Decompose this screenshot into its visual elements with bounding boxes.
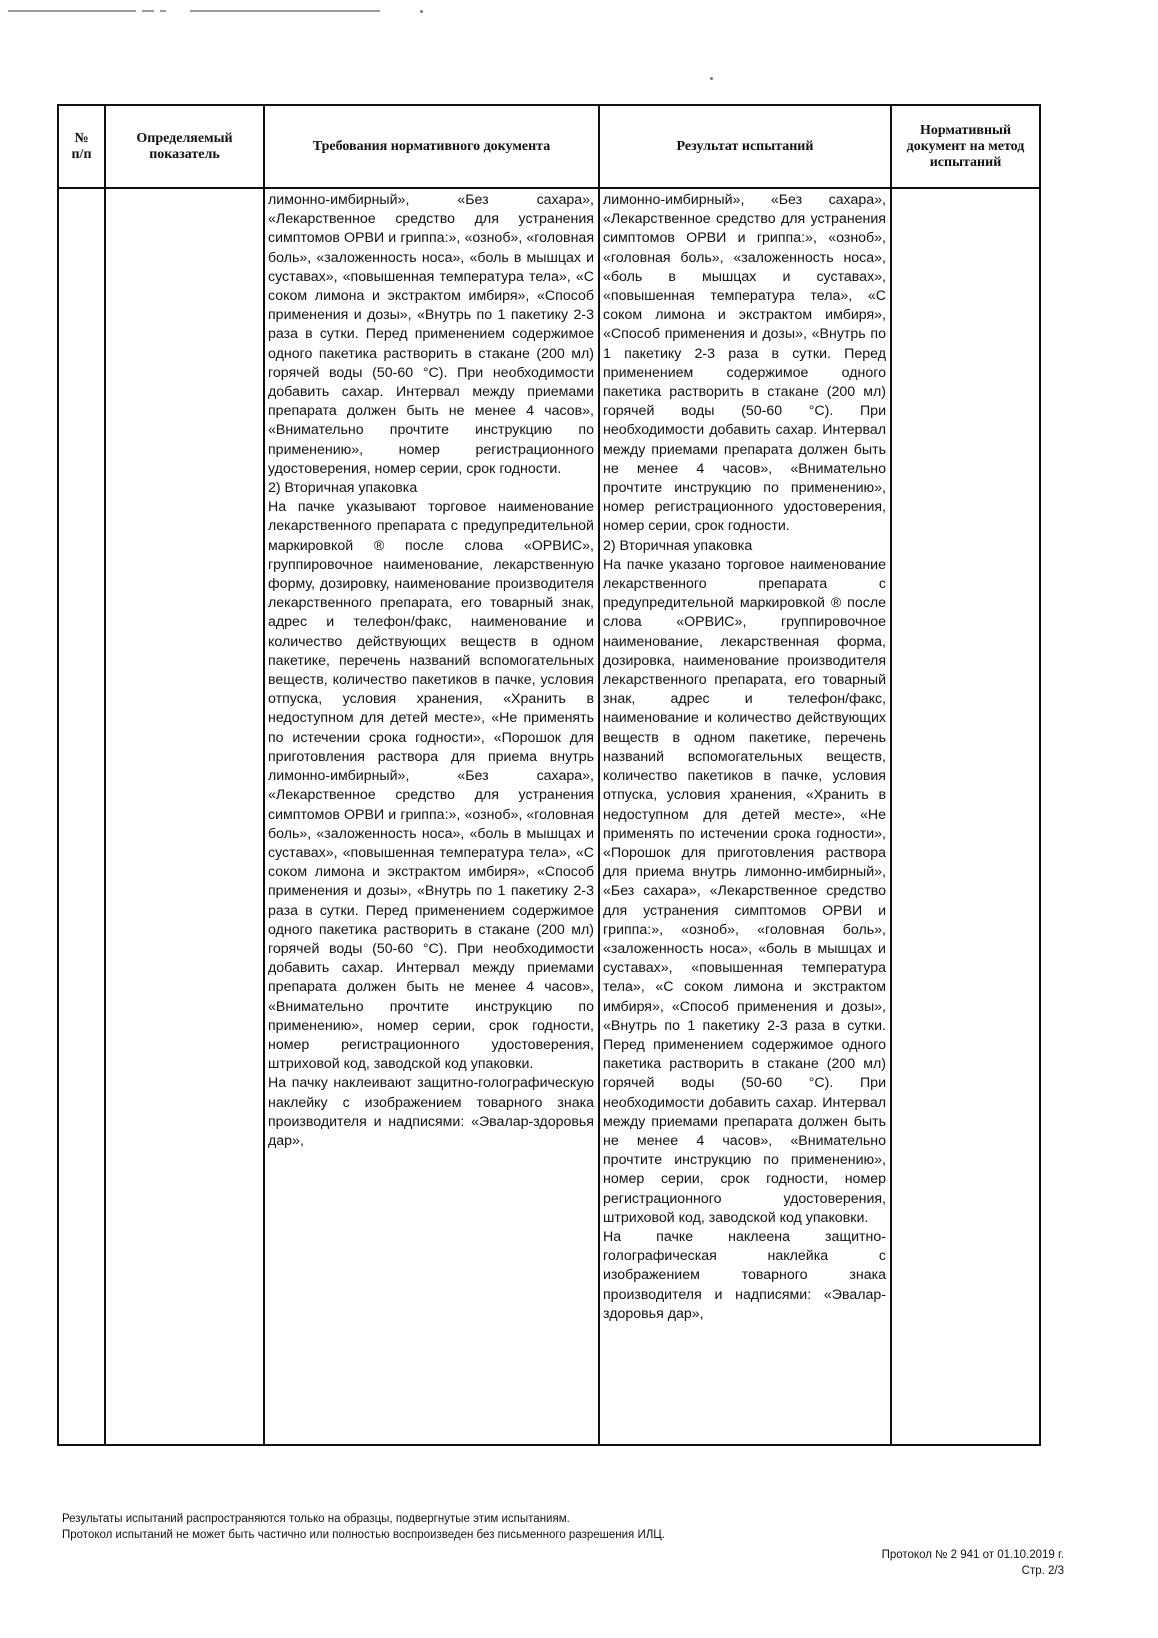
footer-note-1: Результаты испытаний распространяются только на образцы, подвергнутые этим испытаниям. — [62, 1513, 570, 1525]
cell-method-document — [891, 188, 1040, 1445]
result-text: лимонно-имбирный», «Без сахара», «Лекарственное средство для устранения симптомов ОРВИ и гриппа:», «озноб», «головная боль», «заложенность носа», «боль в мышцах и суставах», «повышенная температура тела», «С соком лимона и экстрактом имбиря», «Способ применения и дозы», «Внутрь по 1 пакетику 2-3 раза в сутки. Перед применением содержимое одного пакетика растворить в стакане (200 мл) горячей воды (50-60 °С). При необходимости добавить сахар. Интервал между приемами препарата должен быть не менее 4 часов», «Внимательно прочтите инструкцию по применению», номер регистрационного удостоверения, номер серии, срок годности. 2) Вторичная упаковка На пачке указано торговое наименование лекарственного препарата с предупредительной маркировкой ® после слова «ОРВИС», группировочное наименование, лекарственная форма, дозировка, наименование производителя лекарственного препарата, его товарный знак, адрес и телефон/факс, наименование и количество действующих веществ в одном пакетике, перечень названий вспомогательных веществ, количество пакетиков в пачке, условия отпуска, условия хранения, «Хранить в недоступном для детей месте», «Не применять по истечении срока годности», «Порошок для приготовления раствора для приема внутрь лимонно-имбирный», «Без сахара», «Лекарственное средство для устранения симптомов ОРВИ и гриппа:», «озноб», «головная боль», «заложенность носа», «боль в мышцах и суставах», «повышенная температура тела», «С соком лимона и экстрактом имбиря», «Способ применения и дозы», «Внутрь по 1 пакетику 2-3 раза в сутки. Перед применением содержимое одного пакетика растворить в стакане (200 мл) горячей воды (50-60 °С). При необходимости добавить сахар. Интервал между приемами препарата должен быть не менее 4 часов», «Внимательно прочтите инструкцию по применению», номер серии, срок годности, номер регистрационного удостоверения, штриховой код, заводской код упаковки. На пачке наклеена защитно-голографическая наклейка с изображением товарного знака производителя и надписями: «Эвалар-здоровья дар», — [603, 192, 886, 1322]
footer-note-2: Протокол испытаний не может быть частично или полностью воспроизведен без письменного разрешения ИЛЦ. — [62, 1529, 665, 1541]
scan-artifact-line — [8, 10, 136, 12]
header-number: № п/п — [58, 105, 105, 188]
scan-artifact-line — [190, 10, 380, 12]
scan-artifact-dot — [710, 77, 713, 80]
cell-requirements — [264, 188, 599, 1445]
header-requirements: Требования нормативного документа — [264, 105, 599, 188]
cell-number — [58, 188, 105, 1445]
test-results-table — [57, 104, 1041, 1446]
table-row — [58, 188, 1040, 1445]
page-number: Стр. 2/3 — [1021, 1565, 1064, 1577]
table-header-row — [58, 105, 1040, 188]
cell-result — [599, 188, 891, 1445]
header-result: Результат испытаний — [599, 105, 891, 188]
header-indicator: Определяемый показатель — [105, 105, 264, 188]
protocol-reference: Протокол № 2 941 от 01.10.2019 г. — [881, 1549, 1064, 1561]
scan-artifact-line — [142, 10, 154, 12]
scan-artifact-dot — [420, 10, 423, 13]
requirements-text: лимонно-имбирный», «Без сахара», «Лекарственное средство для устранения симптомов ОРВИ и гриппа:», «озноб», «головная боль», «заложенность носа», «боль в мышцах и суставах», «повышенная температура тела», «С соком лимона и экстрактом имбиря», «Способ применения и дозы», «Внутрь по 1 пакетику 2-3 раза в сутки. Перед применением содержимое одного пакетика растворить в стакане (200 мл) горячей воды (50-60 °С). При необходимости добавить сахар. Интервал между приемами препарата должен быть не менее 4 часов», «Внимательно прочтите инструкцию по применению», номер регистрационного удостоверения, номер серии, срок годности. 2) Вторичная упаковка На пачке указывают торговое наименование лекарственного препарата с предупредительной маркировкой ® после слова «ОРВИС», группировочное наименование, лекарственную форму, дозировку, наименование производителя лекарственного препарата, его товарный знак, адрес и телефон/факс, наименование и количество действующих веществ в одном пакетике, перечень названий вспомогательных веществ, количество пакетиков в пачке, условия отпуска, условия хранения, «Хранить в недоступном для детей месте», «Не применять по истечении срока годности», «Порошок для приготовления раствора для приема внутрь лимонно-имбирный», «Без сахара», «Лекарственное средство для устранения симптомов ОРВИ и гриппа:», «озноб», «головная боль», «заложенность носа», «боль в мышцах и суставах», «повышенная температура тела», «С соком лимона и экстрактом имбиря», «Способ применения и дозы», «Внутрь по 1 пакетику 2-3 раза в сутки. Перед применением содержимое одного пакетика растворить в стакане (200 мл) горячей воды (50-60 °С). При необходимости добавить сахар. Интервал между приемами препарата должен быть не менее 4 часов», «Внимательно прочтите инструкцию по применению», номер серии, срок годности, номер регистрационного удостоверения, штриховой код, заводской код упаковки. На пачку наклеивают защитно-голографическую наклейку с изображением товарного знака производителя и надписями: «Эвалар-здоровья дар», — [268, 192, 594, 1149]
header-method-document: Нормативный документ на метод испытаний — [891, 105, 1040, 188]
cell-indicator — [105, 188, 264, 1445]
scan-artifact-line — [160, 10, 166, 12]
